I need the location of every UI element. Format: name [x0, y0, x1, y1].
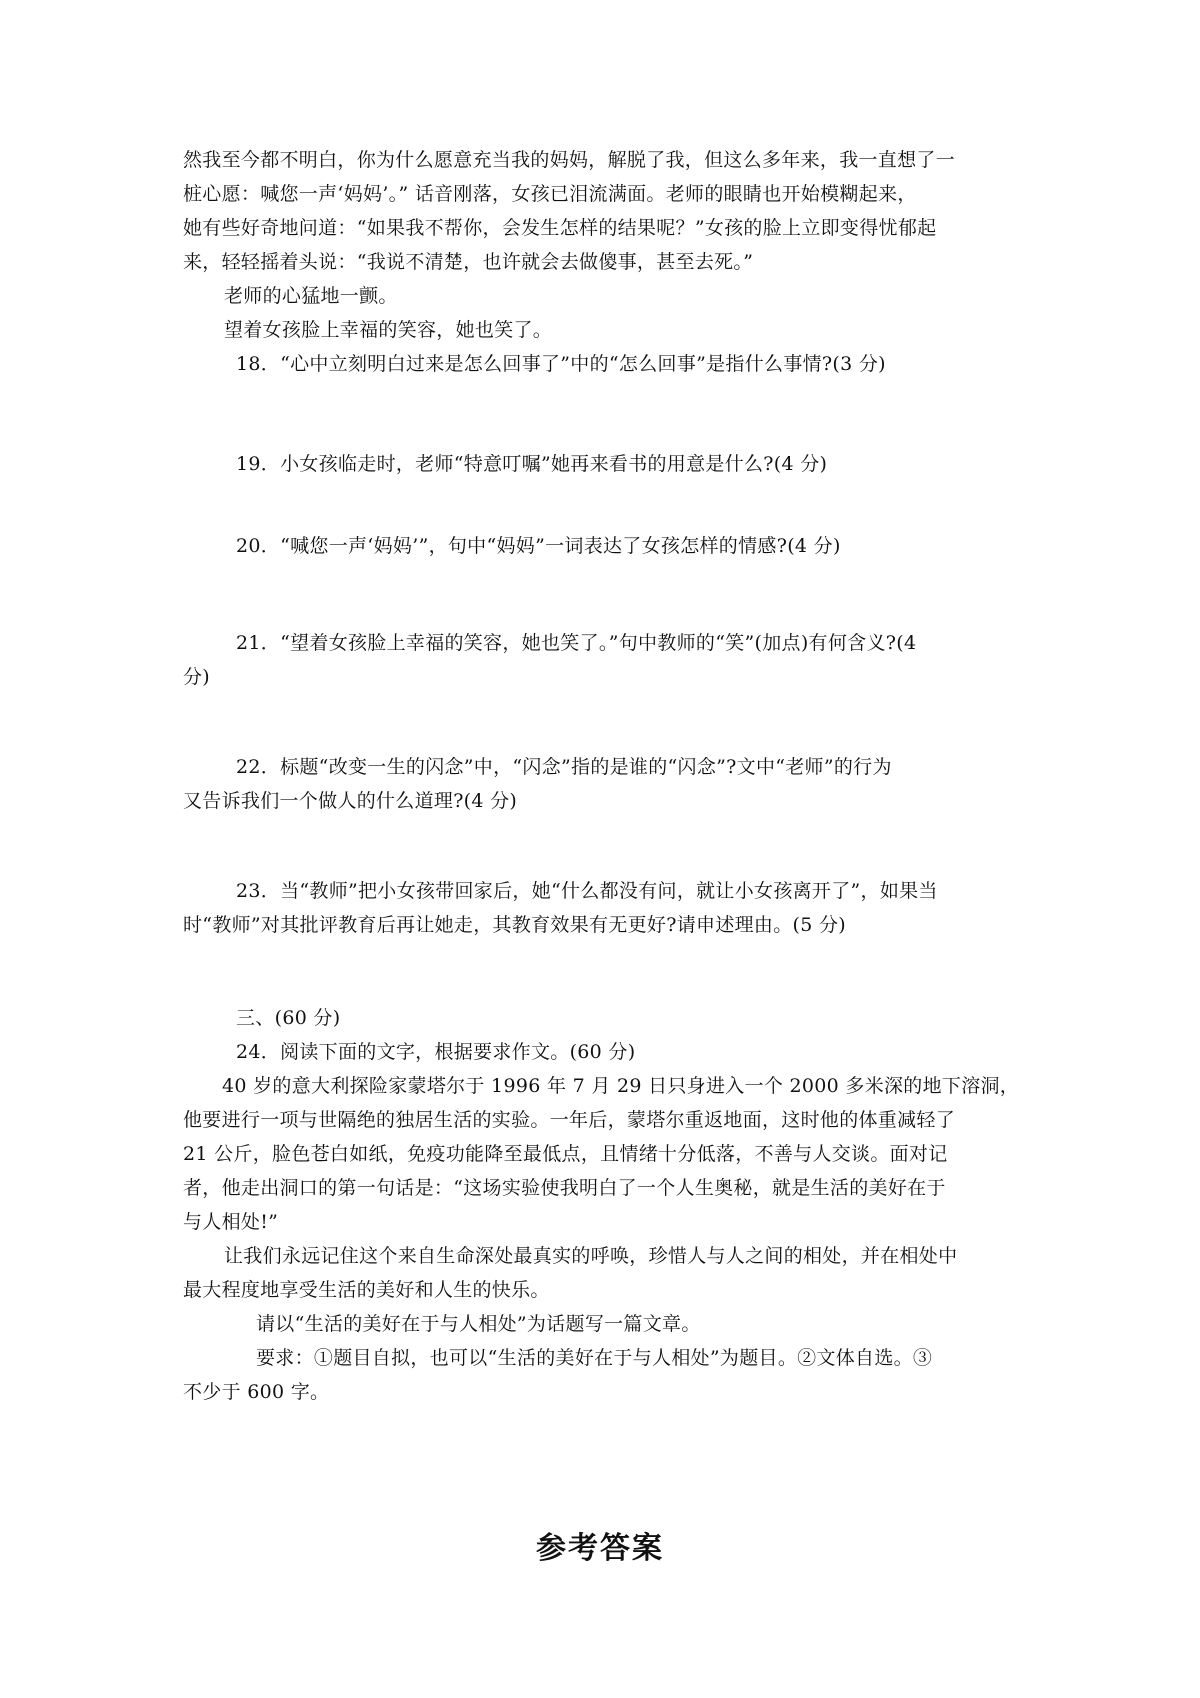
essay-requirements-line-2: 不少于 600 字。 [183, 1381, 330, 1403]
passage-line-2: 他要进行一项与世隔绝的独居生活的实验。一年后，蒙塔尔重返地面，这时他的体重减轻了 [183, 1109, 956, 1131]
section-3-heading: 三、(60 分) [236, 1007, 341, 1029]
question-22-line-2: 又告诉我们一个做人的什么道理?(4 分) [183, 790, 518, 812]
passage-line-1: 40 岁的意大利探险家蒙塔尔于 1996 年 7 月 29 日只身进入一个 2000 多米深的地下溶洞， [222, 1075, 1020, 1097]
question-21-line-1: 21．“望着女孩脸上幸福的笑容，她也笑了。”句中教师的“笑”(加点)有何含义?(4 [236, 632, 917, 654]
answer-key-title: 参考答案 [536, 1531, 664, 1566]
essay-requirements-line-1: 要求：①题目自拟，也可以“生活的美好在于与人相处”为题目。②文体自选。③ [256, 1347, 933, 1369]
story-line-4: 来，轻轻摇着头说：“我说不清楚，也许就会去做傻事，甚至去死。” [183, 251, 754, 273]
story-line-3: 她有些好奇地问道：“如果我不帮你，会发生怎样的结果呢？”女孩的脸上立即变得忧郁起 [183, 217, 937, 239]
passage2-line-1: 让我们永远记住这个来自生命深处最真实的呼唤，珍惜人与人之间的相处，并在相处中 [224, 1245, 958, 1267]
question-19: 19．小女孩临走时，老师“特意叮嘱”她再来看书的用意是什么?(4 分) [236, 453, 828, 475]
passage2-line-2: 最大程度地享受生活的美好和人生的快乐。 [183, 1279, 550, 1301]
passage-line-5: 与人相处!” [183, 1211, 279, 1233]
question-23-line-2: 时“教师”对其批评教育后再让她走，其教育效果有无更好?请申述理由。(5 分) [183, 914, 846, 936]
question-20: 20．“喊您一声‘妈妈’”，句中“妈妈”一词表达了女孩怎样的情感?(4 分) [236, 535, 841, 557]
question-24: 24．阅读下面的文字，根据要求作文。(60 分) [236, 1041, 636, 1063]
essay-topic: 请以“生活的美好在于与人相处”为话题写一篇文章。 [256, 1313, 701, 1335]
story-line-2: 桩心愿：喊您一声‘妈妈’。” 话音刚落，女孩已泪流满面。老师的眼睛也开始模糊起来， [183, 183, 917, 205]
question-22-line-1: 22．标题“改变一生的闪念”中，“闪念”指的是谁的“闪念”?文中“老师”的行为 [236, 756, 892, 778]
passage-line-4: 者，他走出洞口的第一句话是：“这场实验使我明白了一个人生奥秘，就是生活的美好在于 [183, 1177, 946, 1199]
story-paragraph-teacher-heart: 老师的心猛地一颤。 [224, 285, 398, 307]
story-line-1: 然我至今都不明白，你为什么愿意充当我的妈妈，解脱了我，但这么多年来，我一直想了一 [183, 149, 956, 171]
passage-line-3: 21 公斤，脸色苍白如纸，免疫功能降至最低点，且情绪十分低落，不善与人交谈。面对记 [183, 1143, 948, 1165]
question-18: 18．“心中立刻明白过来是怎么回事了”中的“怎么回事”是指什么事情?(3 分) [236, 353, 886, 375]
story-paragraph-smile: 望着女孩脸上幸福的笑容，她也笑了。 [224, 319, 553, 341]
question-21-line-2: 分) [183, 666, 211, 688]
question-23-line-1: 23．当“教师”把小女孩带回家后，她“什么都没有问，就让小女孩离开了”，如果当 [236, 880, 938, 902]
